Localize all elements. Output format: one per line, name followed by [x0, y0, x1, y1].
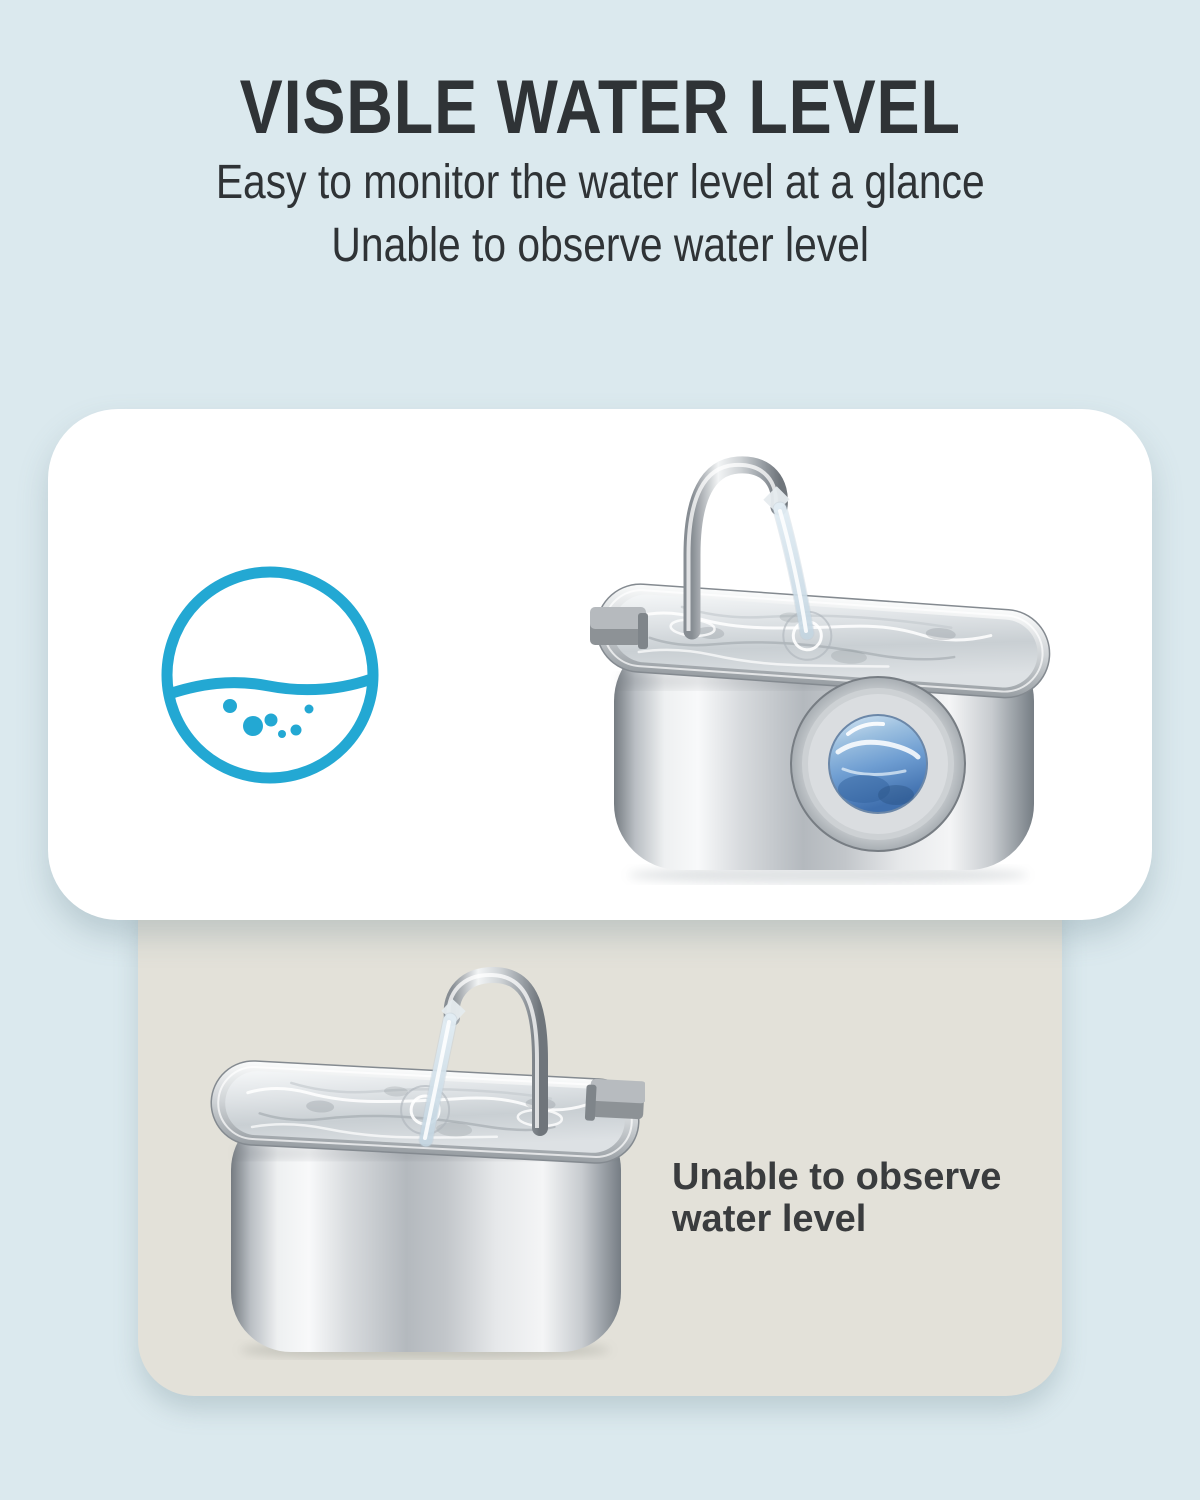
caption-line-2: water level — [672, 1198, 867, 1240]
fountain1-clip — [590, 607, 648, 649]
fountain-no-window-image — [205, 960, 645, 1360]
visible-water-level-card — [48, 409, 1152, 920]
page-title: VISBLE WATER LEVEL — [239, 65, 961, 150]
subtitle-line-1: Easy to monitor the water level at a glance — [215, 156, 985, 209]
icon-waterline — [163, 677, 377, 696]
caption-line-1: Unable to observe — [672, 1156, 1002, 1198]
water-level-icon — [155, 560, 385, 790]
no-window-card — [138, 858, 1062, 1396]
fountain1-water-window — [791, 677, 965, 851]
icon-bubbles — [223, 699, 314, 738]
icon-circle — [167, 572, 373, 778]
fountain-with-window-image — [590, 445, 1060, 885]
card-caption — [672, 1156, 1001, 1240]
fountain2-clip — [585, 1078, 645, 1123]
subtitle-line-2: Unable to observe water level — [331, 219, 869, 272]
